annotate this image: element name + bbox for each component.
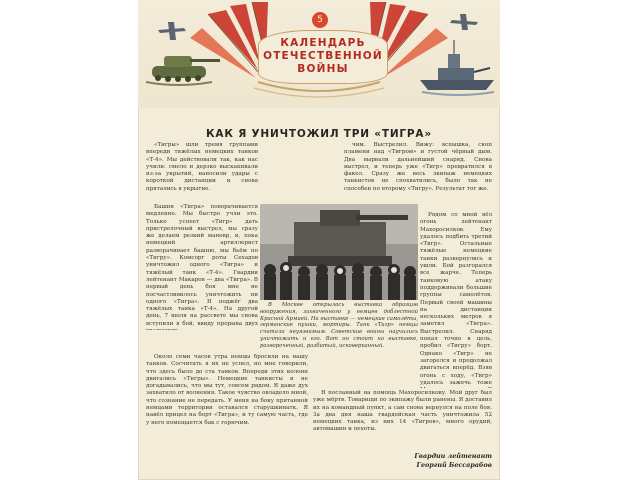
captured-tank-photo bbox=[260, 204, 418, 300]
article-paragraph: Башня «Тигра» поворачивается медленно. Мы быстро учли это. Только успеет «Тигр» дать пристрелочный выстрел, мы сразу же делаем резкий маневр, и, пока немецкий артиллерист разворачивает башню, мы бьём по «Тигру». Комсорг роты Сехадов уничтожил одного «Тигра» и тяжёлый танк «Т-4». Гвардии лейтенант Макаров — два «Тигра». В первый день боя мне не посчастливилось уничтожить ни одного «Тигра». Я поджёг два тяжёлых танка «Т-4». На другой день, 7 июля на рассвете мы снова вступили в бой, ввиду прорыва двух bbox=[146, 204, 258, 327]
article-column-right-middle bbox=[420, 212, 492, 388]
newspaper-page bbox=[138, 0, 500, 480]
author-signature bbox=[388, 452, 492, 470]
exhibition-photo bbox=[260, 204, 418, 300]
banner-title bbox=[258, 30, 388, 84]
banner-title-line-2: ОТЕЧЕСТВЕННОЙ bbox=[263, 50, 383, 62]
article-column-left-bottom bbox=[146, 354, 308, 480]
article-paragraph: Рядом со мной вёл огонь лейтенант Махоросилков. Ему удалось подбить третий «Тигр». Остальные тяжёлые немецкие танки развернулись и ушли. Бой разгорался все жарче. Теперь танковую атаку поддерживали большие группы самолётов. Первый своей машины на дистанции нескольких метров я заметил «Тигра». Выстрелил. Снаряд попал точно в цель, пробил «Тигру» борт. Однако «Тигр» не загорелся и продолжал двигаться вперёд. Взяв огонь с ходу, «Тигр» удалось зажечь тоже bbox=[420, 212, 492, 386]
article-paragraph: «Тигры» шли тремя группами впереди тяжёлых немецких танков «Т-4». Мы действовали так, как нас учили: смело и дерзко выскакивали из-за укрытий, наносили удары с короткой дистанции и снова прятались в укрытие. bbox=[146, 142, 258, 192]
article-paragraph: Я посланный на помощь Махоросилкову. Мой друг был уже мёртв. Товарищи по экипажу были ранены. Я доставил их на командный пункт, а сам снова вернулся на поле боя. За два дня наша гвардейская часть уничтожила 52 немецких танка, из них 14 «Тигров», много орудий, автомашин и пехоты. bbox=[313, 390, 492, 433]
calendar-banner bbox=[138, 0, 500, 108]
banner-title-line-3: ВОЙНЫ bbox=[297, 63, 349, 75]
tank-icon bbox=[146, 56, 220, 85]
red-star-icon: 5 bbox=[312, 12, 328, 28]
warship-icon bbox=[420, 40, 494, 95]
article-paragraph: Около семи часов утра немцы бросили на нашу танков. Сосчитать я их не успел, но мне говорили, что здесь было до ста танков. Впереди этих колонн двигались «Тигры». Немецкие танкисты и не догадывались, что мы тут, совсем рядом. Я даже дух захватило от волнения. Такое чувство овладело мной, что сознание не передать. У меня на боку прятанной немцами территории оставался старушкинатк. Я навёл прицел на борт «Тигра», и ту самую часть, где у него помещается бак с горючим. bbox=[146, 354, 308, 426]
author-rank: Гвардии лейтенант bbox=[414, 452, 492, 460]
article-headline: КАК Я УНИЧТОЖИЛ ТРИ «ТИГРА» bbox=[206, 128, 432, 140]
photo-caption bbox=[260, 302, 418, 352]
article-column-left-middle bbox=[146, 204, 258, 330]
author-name: Георгий Бессарабов bbox=[416, 461, 492, 469]
photo-caption-text: В Москве открылась выставка образцов вооружения, захваченного у немцев доблестной Красной Армией. На выставке — немецкие самолёты, германские пушки, мортиры. Танк «Тигр» немцы считали неуязвимым. Советские воины научились уничтожать и его. Вот он стоит на выставке, развороченный, разбитый, исковерканный. bbox=[260, 302, 418, 349]
article-column-left-top bbox=[146, 142, 258, 204]
article-column-right-bottom bbox=[313, 390, 492, 446]
banner-title-line-1: КАЛЕНДАРЬ bbox=[280, 37, 366, 49]
article-column-right-top bbox=[344, 142, 492, 212]
article-paragraph: чим. Выстрелил. Вижу: вспышка, скоп пламени над «Тигром» и густой чёрный дым. Два вырвали дальнейший снаряд. Снова выстрел, и теперь уже «Тигр» превратился в факел. Сразу же весь экипаж немецких танкистов не спохватились, было так не способен по второму «Тигру». Результат тот же. bbox=[344, 142, 492, 192]
